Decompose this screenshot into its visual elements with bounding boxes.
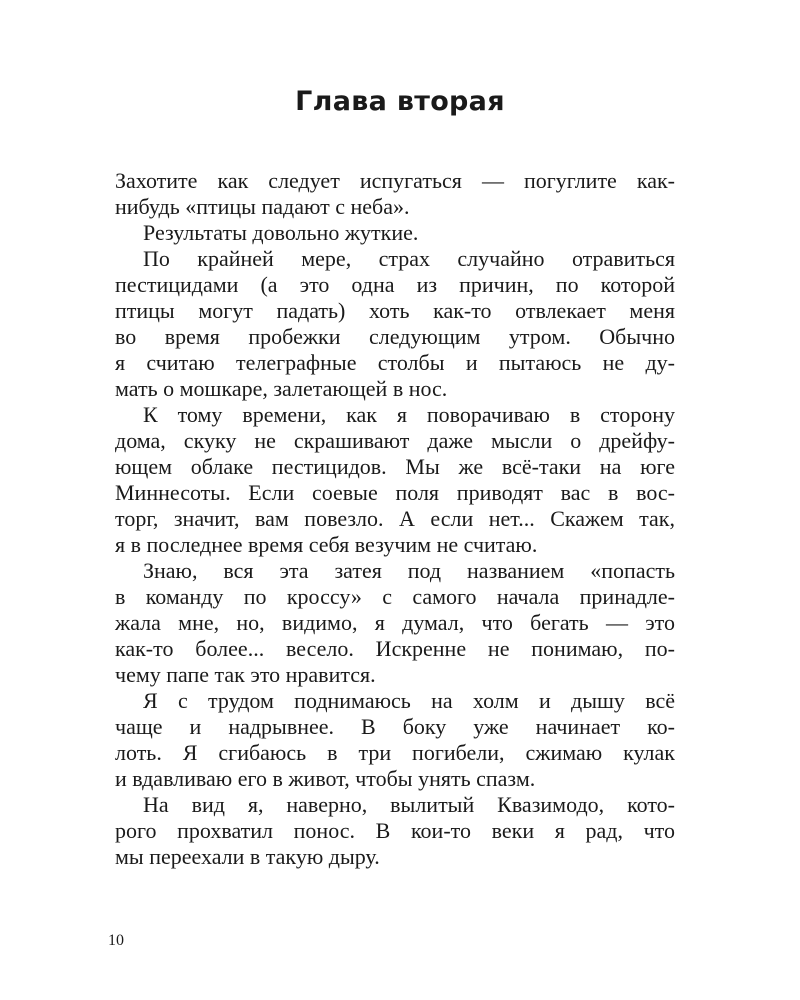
text-line: в команду по кроссу» с самого начала принадле- bbox=[115, 584, 675, 609]
text-line: Результаты довольно жуткие. bbox=[143, 220, 419, 245]
text-line: и вдавливаю его в живот, чтобы унять спазм. bbox=[115, 766, 536, 791]
text-line: я в последнее время себя везучим не считаю. bbox=[115, 532, 538, 557]
text-line: ющем облаке пестицидов. Мы же всё-таки на юге bbox=[115, 454, 675, 479]
text-line: Миннесоты. Если соевые поля приводят вас в вос- bbox=[115, 480, 675, 505]
page-number: 10 bbox=[108, 932, 124, 949]
paragraph bbox=[115, 168, 675, 220]
text-line: К тому времени, как я поворачиваю в сторону bbox=[143, 402, 675, 427]
text-line: как-то более... весело. Искренне не понимаю, по- bbox=[115, 636, 675, 661]
chapter-title: Глава вторая bbox=[295, 86, 505, 117]
text-line: мы переехали в такую дыру. bbox=[115, 844, 380, 869]
text-line: мать о мошкаре, залетающей в нос. bbox=[115, 376, 448, 401]
paragraph bbox=[115, 558, 675, 688]
paragraph bbox=[115, 688, 675, 792]
text-line: чему папе так это нравится. bbox=[115, 662, 376, 687]
body-text bbox=[115, 168, 675, 870]
text-line: птицы могут падать) хоть как-то отвлекает меня bbox=[115, 298, 675, 323]
text-line: По крайней мере, страх случайно отравиться bbox=[143, 246, 675, 271]
text-line: лоть. Я сгибаюсь в три погибели, сжимаю кулак bbox=[115, 740, 675, 765]
text-line: Захотите как следует испугаться — погуглите как- bbox=[115, 168, 675, 193]
paragraph bbox=[115, 220, 675, 246]
text-line: нибудь «птицы падают с неба». bbox=[115, 194, 410, 219]
text-line: жала мне, но, видимо, я думал, что бегать — это bbox=[115, 610, 675, 635]
paragraph bbox=[115, 792, 675, 870]
text-line: во время пробежки следующим утром. Обычно bbox=[115, 324, 675, 349]
text-line: я считаю телеграфные столбы и пытаюсь не ду- bbox=[115, 350, 675, 375]
text-line: чаще и надрывнее. В боку уже начинает ко- bbox=[115, 714, 675, 739]
text-line: торг, значит, вам повезло. А если нет... Скажем так, bbox=[115, 506, 675, 531]
paragraph bbox=[115, 402, 675, 558]
text-line: На вид я, наверно, вылитый Квазимодо, кото- bbox=[143, 792, 675, 817]
text-line: рого прохватил понос. В кои-то веки я рад, что bbox=[115, 818, 675, 843]
paragraph bbox=[115, 246, 675, 402]
text-line: Я с трудом поднимаюсь на холм и дышу всё bbox=[143, 688, 675, 713]
text-line: пестицидами (а это одна из причин, по которой bbox=[115, 272, 675, 297]
text-line: Знаю, вся эта затея под названием «попасть bbox=[143, 558, 675, 583]
text-line: дома, скуку не скрашивают даже мысли о дрейфу- bbox=[115, 428, 675, 453]
